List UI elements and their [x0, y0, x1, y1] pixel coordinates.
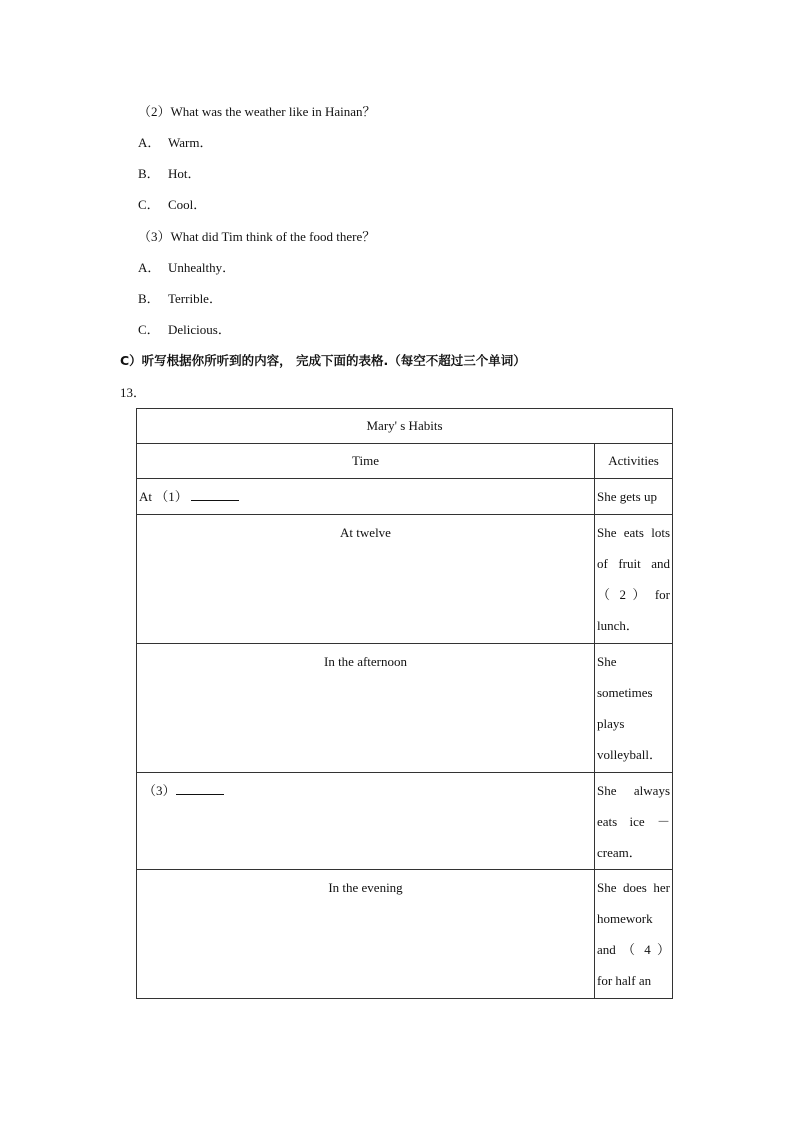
header-time: Time — [137, 444, 595, 479]
activity-cell: She gets up — [595, 479, 673, 515]
option-text: Cool． — [168, 197, 207, 212]
question-3-option-a — [138, 260, 235, 276]
option-letter: B． — [138, 291, 160, 306]
table-header-row — [137, 444, 673, 479]
option-letter: C． — [138, 197, 160, 212]
activity-cell — [595, 644, 673, 773]
table-row — [137, 773, 673, 870]
question-2-text: （2）What was the weather like in Hainan？ — [138, 104, 376, 119]
section-c-instruction: C）听写根据你所听到的内容， 完成下面的表格.（每空不超过三个单词） — [120, 353, 526, 368]
time-text: In the evening — [328, 880, 403, 895]
answer-blank-1[interactable] — [191, 488, 239, 501]
option-text: Terrible． — [168, 291, 222, 306]
option-letter: C． — [138, 322, 160, 337]
option-text: Unhealthy． — [168, 260, 236, 275]
activity-text: She eats lots of fruit and （ 2 ） for lunch． — [597, 525, 671, 633]
time-cell — [137, 870, 595, 999]
time-cell — [137, 515, 595, 644]
time-cell — [137, 773, 595, 870]
activity-text: She does her homework and （ 4 ） for half an — [597, 880, 671, 988]
table-row — [137, 870, 673, 999]
activity-text: She sometimes plays volleyball． — [597, 654, 662, 762]
time-text: In the afternoon — [323, 654, 408, 669]
header-activities: Activities — [595, 444, 673, 479]
time-prefix: At （1） — [139, 489, 188, 504]
option-text: Hot． — [168, 166, 201, 181]
question-number: 13． — [120, 385, 147, 400]
question-2-option-a — [138, 135, 212, 151]
time-prefix: （3） — [143, 783, 176, 798]
question-3-option-c — [138, 322, 231, 338]
option-text: Warm． — [168, 135, 213, 150]
question-3-text: （3）What did Tim think of the food there？ — [138, 229, 376, 244]
table-row — [137, 515, 673, 644]
option-letter: B． — [138, 166, 160, 181]
question-2-option-b — [138, 166, 201, 182]
option-text: Delicious． — [168, 322, 231, 337]
table-title: Mary' s Habits — [137, 409, 673, 444]
table-row — [137, 644, 673, 773]
activity-text: She always eats ice －cream． — [597, 783, 671, 860]
question-2-option-c — [138, 197, 206, 213]
activity-cell — [595, 515, 673, 644]
time-text: At twelve — [340, 525, 391, 540]
question-3-option-b — [138, 291, 222, 307]
table-title-row — [137, 409, 673, 444]
time-cell — [137, 644, 595, 773]
time-cell — [137, 479, 595, 515]
table-row — [137, 479, 673, 515]
activity-cell — [595, 870, 673, 999]
activity-cell — [595, 773, 673, 870]
option-letter: A． — [138, 135, 161, 150]
answer-blank-3[interactable] — [176, 782, 224, 795]
habits-table — [136, 408, 673, 999]
option-letter: A． — [138, 260, 161, 275]
